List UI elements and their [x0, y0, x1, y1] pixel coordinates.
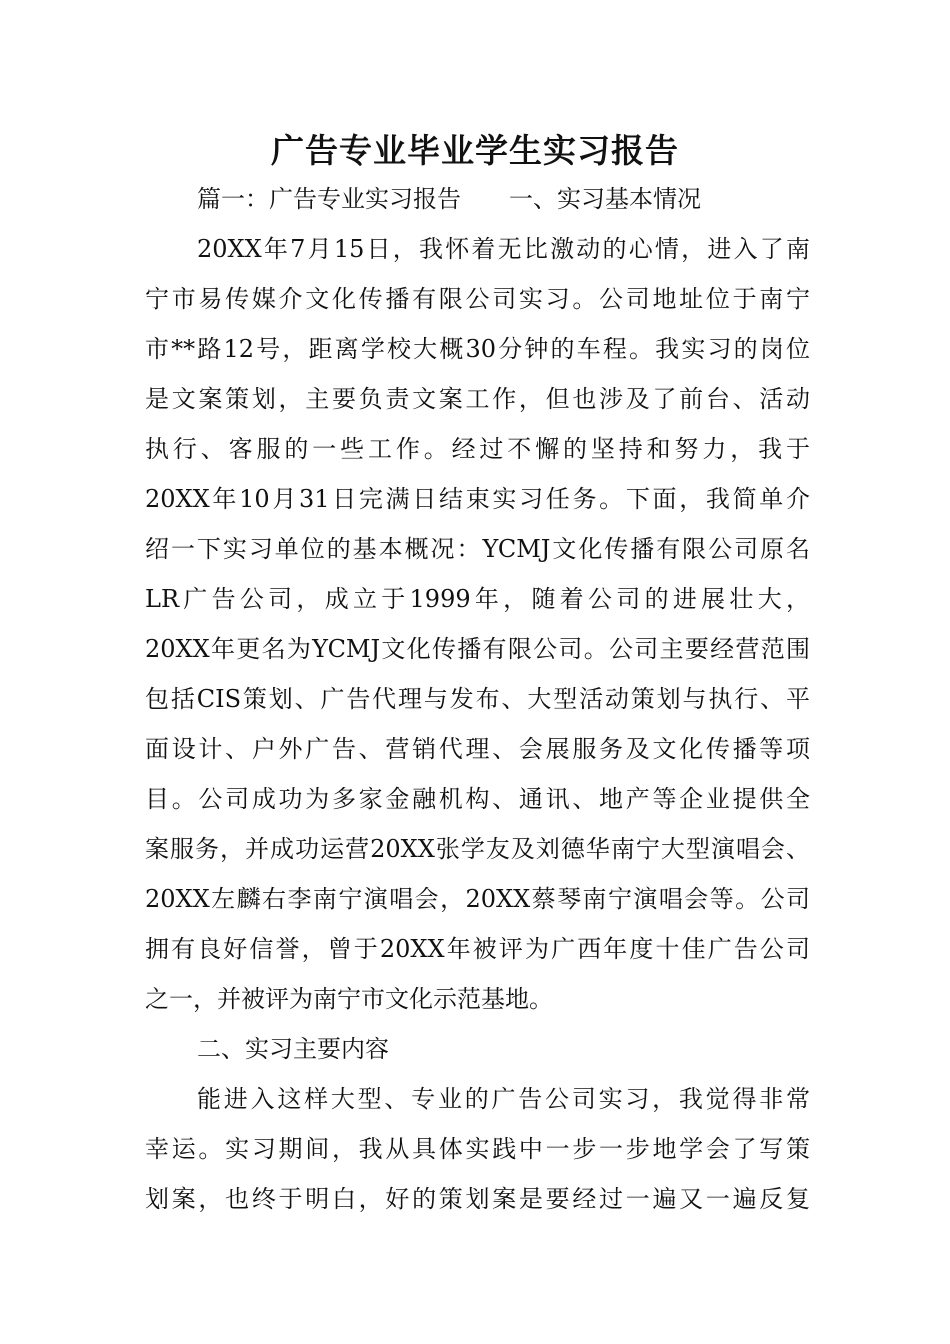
paragraph-line: LR广告公司，成立于1999年，随着公司的进展壮大，: [145, 585, 810, 613]
paragraph-line: 案服务，并成功运营20XX张学友及刘德华南宁大型演唱会、: [145, 835, 810, 863]
paragraph-line: 目。公司成功为多家金融机构、通讯、地产等企业提供全: [145, 785, 810, 813]
paragraph-line: 面设计、户外广告、营销代理、会展服务及文化传播等项: [145, 735, 810, 763]
paragraph-line: 是文案策划，主要负责文案工作，但也涉及了前台、活动: [145, 385, 810, 413]
paragraph-line: 之一，并被评为南宁市文化示范基地。: [145, 985, 553, 1013]
paragraph-line: 划案，也终于明白，好的策划案是要经过一遍又一遍反复: [145, 1185, 810, 1213]
document-title: 广告专业毕业学生实习报告: [271, 131, 679, 170]
intro-part-a: 篇一：广告专业实习报告: [197, 185, 461, 213]
paragraph-line: 20XX年更名为YCMJ文化传播有限公司。公司主要经营范围: [145, 635, 810, 663]
intro-line: [145, 174, 810, 224]
paragraph-line: 绍一下实习单位的基本概况：YCMJ文化传播有限公司原名: [145, 535, 810, 563]
paragraph-line: 20XX年7月15日，我怀着无比激动的心情，进入了南: [197, 235, 810, 263]
paragraph-line: 20XX左麟右李南宁演唱会，20XX蔡琴南宁演唱会等。公司: [145, 885, 810, 913]
paragraph-line: 宁市易传媒介文化传播有限公司实习。公司地址位于南宁: [145, 285, 810, 313]
paragraph-line: 执行、客服的一些工作。经过不懈的坚持和努力，我于: [145, 435, 810, 463]
section-heading: 二、实习主要内容: [197, 1035, 389, 1063]
paragraph-line: 市**路12号，距离学校大概30分钟的车程。我实习的岗位: [145, 335, 810, 363]
paragraph-line: 20XX年10月31日完满日结束实习任务。下面，我简单介: [145, 485, 810, 513]
paragraph-line: 能进入这样大型、专业的广告公司实习，我觉得非常: [197, 1085, 810, 1113]
paragraph-line: 包括CIS策划、广告代理与发布、大型活动策划与执行、平: [145, 685, 810, 713]
document-body: [145, 174, 810, 1224]
paragraph-line: 拥有良好信誉，曾于20XX年被评为广西年度十佳广告公司: [145, 935, 810, 963]
paragraph-line: 幸运。实习期间，我从具体实践中一步一步地学会了写策: [145, 1135, 810, 1163]
intro-part-b: 一、实习基本情况: [509, 185, 701, 213]
